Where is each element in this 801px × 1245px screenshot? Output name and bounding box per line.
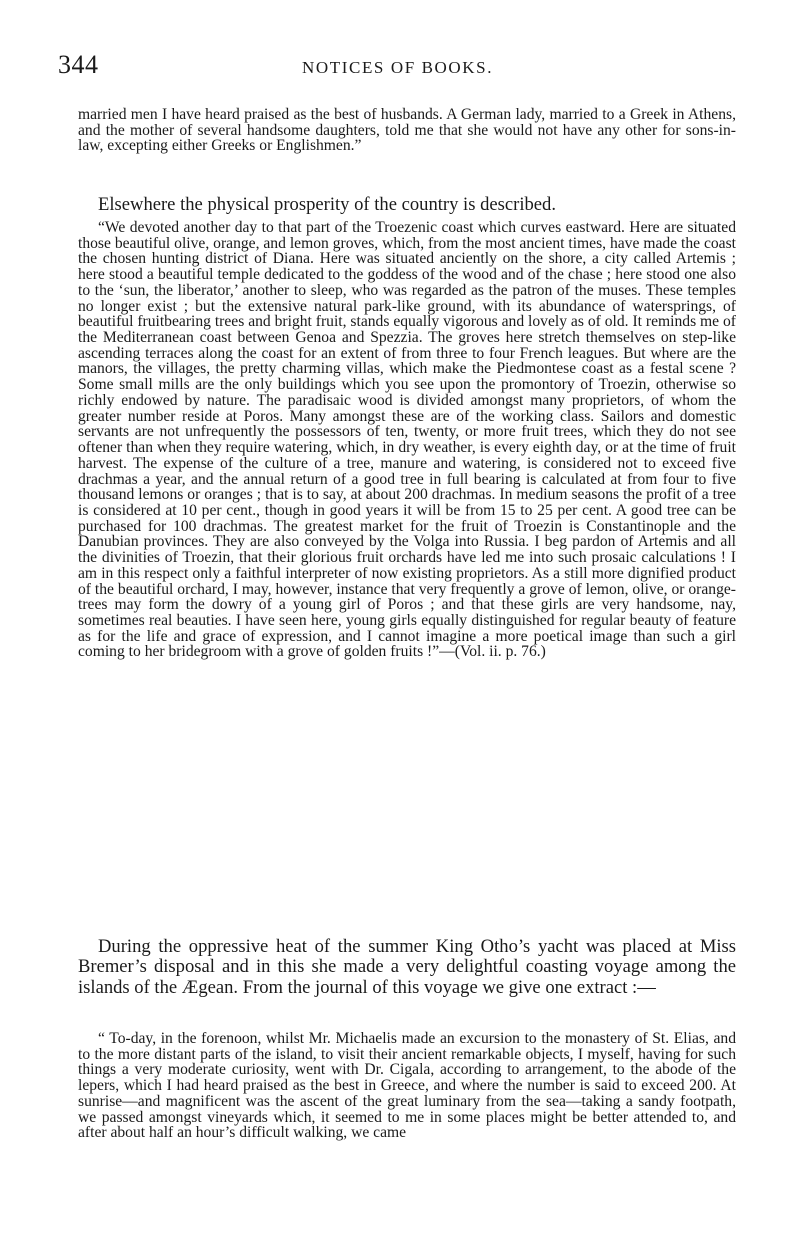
page-header <box>58 50 748 84</box>
quote-troezen-paragraph: “We devoted another day to that part of the Troezenic coast which curves eastward. Here are situated those beautiful olive, orange, and lemon groves, which, from the most ancient times, have made the coast the chosen hunting district of Diana. Here was situated anciently on the shore, a city called Artemis ; here stood a beautiful temple dedicated to the goddess of the wood and of the chase ; here stood one also to the ‘sun, the liberator,’ another to sleep, who was regarded as the patron of the muses. These temples no longer exist ; but the extensive natural park-like ground, with its abundance of watersprings, of beautiful fruitbearing trees and bright fruit, stands equally vigorous and lovely as of old. It reminds me of the Mediterranean coast between Genoa and Spezzia. The groves here stretch themselves on step-like ascending terraces along the coast for an extent of from three to four French leagues. But where are the manors, the villages, the pretty charming villas, which make the Piedmontese coast as a festal scene ? Some small mills are the only buildings which you see upon the promontory of Troezin, otherwise so richly endowed by nature. The paradisaic wood is divided amongst many proprietors, of whom the greater number reside at Poros. Many amongst these are of the working class. Sailors and domestic servants are not unfrequently the possessors of ten, twenty, or more fruit trees, which they do not see oftener than when they require watering, which, in dry weather, is every eighth day, or at the time of fruit harvest. The expense of the culture of a tree, manure and watering, is considered not to exceed five drachmas a year, and the annual return of a good tree in full bearing is calculated at from four to five thousand lemons or oranges ; that is to say, at about 200 drachmas. In medium seasons the profit of a tree is considered at 10 per cent., though in good years it will be from 15 to 25 per cent. A good tree can be purchased for 100 drachmas. The greatest market for the fruit of Troezin is Constantinople and the Danubian provinces. They are also conveyed by the Volga into Russia. I beg pardon of Artemis and all the divinities of Troezin, that their glorious fruit orchards have led me into such prosaic calculations ! I am in this respect only a faithful interpreter of now existing proprietors. As a still more dignified product of the beautiful orchard, I may, however, instance that very frequently a grove of lemon, olive, or orange-trees may form the dowry of a young girl of Poros ; and that these girls are very handsome, nay, sometimes real beauties. I have seen here, young girls equally distinguished for regular beauty of feature as for the life and grace of expression, and I cannot imagine a more poetical image than such a girl coming to her bridegroom with a grove of golden fruits !”—(Vol. ii. p. 76.) <box>78 219 736 661</box>
quote-continuation-paragraph: married men I have heard praised as the best of husbands. A German lady, married to a Greek in Athens, and the mother of several handsome daughters, told me that she would not have any other for sons-in-law, excepting either Greeks or Englishmen.” <box>78 106 736 155</box>
narrative-paragraph: During the oppressive heat of the summer King Otho’s yacht was placed at Miss Bremer’s disposal and in this she made a very delightful coasting voyage among the islands of the Ægean. From the journal of this voyage we give one extract :— <box>78 936 736 998</box>
page-number: 344 <box>58 50 99 79</box>
running-head: NOTICES OF BOOKS. <box>302 58 494 77</box>
quote-journal-paragraph: “ To-day, in the forenoon, whilst Mr. Michaelis made an excursion to the monastery of St. Elias, and to the more distant parts of the island, to visit their ancient remarkable objects, I myself, having for such things a very moderate curiosity, went with Dr. Cigala, according to arrangement, to the abode of the lepers, which I had heard praised as the best in Greece, and where the number is said to exceed 200. At sunrise—and magnificent was the ascent of the great luminary from the sea—taking a sandy footpath, we passed amongst vineyards which, it seemed to me in some places might be better attended to, and after about half an hour’s difficult walking, we came <box>78 1030 736 1142</box>
narrative-paragraph: Elsewhere the physical prosperity of the country is described. <box>98 194 556 215</box>
